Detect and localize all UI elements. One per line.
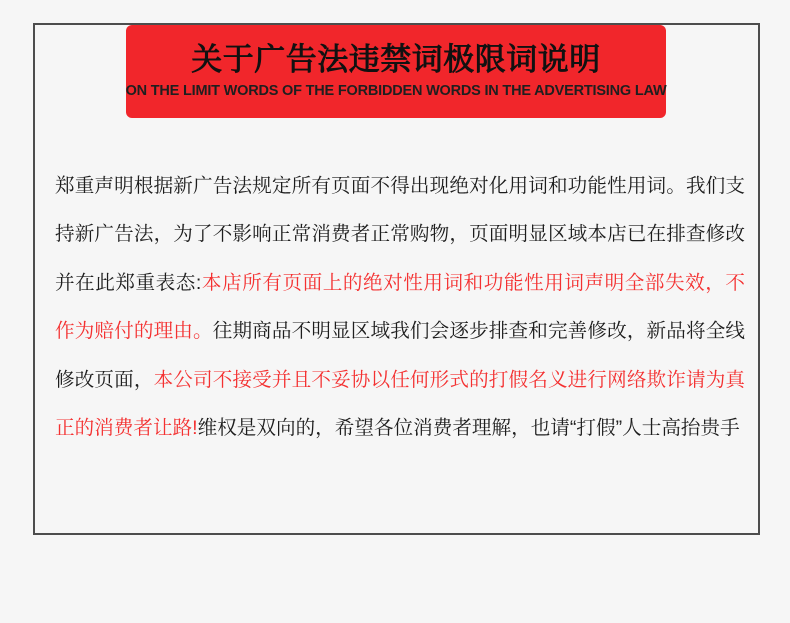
disclaimer-segment-black: 往期商品不明显区域我们会逐步排查和完善修改，新品将全线修改页面， (55, 320, 746, 391)
disclaimer-segment-red: 本店所有页面上的绝对性用词和功能性用词声明全部失效，不作为赔付的理由。 (55, 271, 746, 343)
banner-subtitle: ON THE LIMIT WORDS OF THE FORBIDDEN WORDS IN THE ADVERTISING LAW (125, 83, 667, 100)
disclaimer-segment-red: 本公司不接受并且不妥协以任何形式的打假名义进行网络欺诈请为真正的消费者让路! (55, 368, 746, 440)
banner-title: 关于广告法违禁词极限词说明 (191, 41, 601, 77)
banner (126, 25, 666, 118)
disclaimer-segment-black: 维权是双向的，希望各位消费者理解，也请“打假”人士高抬贵手 (197, 417, 740, 440)
disclaimer-segment-black: 郑重声明根据新广告法规定所有页面不得出现绝对化用词和功能性用词。我们支持新广告法，为了不影响正常消费者正常购物，页面明显区域本店已在排查修改并在此郑重表态: (55, 175, 745, 294)
disclaimer-text (55, 162, 745, 452)
